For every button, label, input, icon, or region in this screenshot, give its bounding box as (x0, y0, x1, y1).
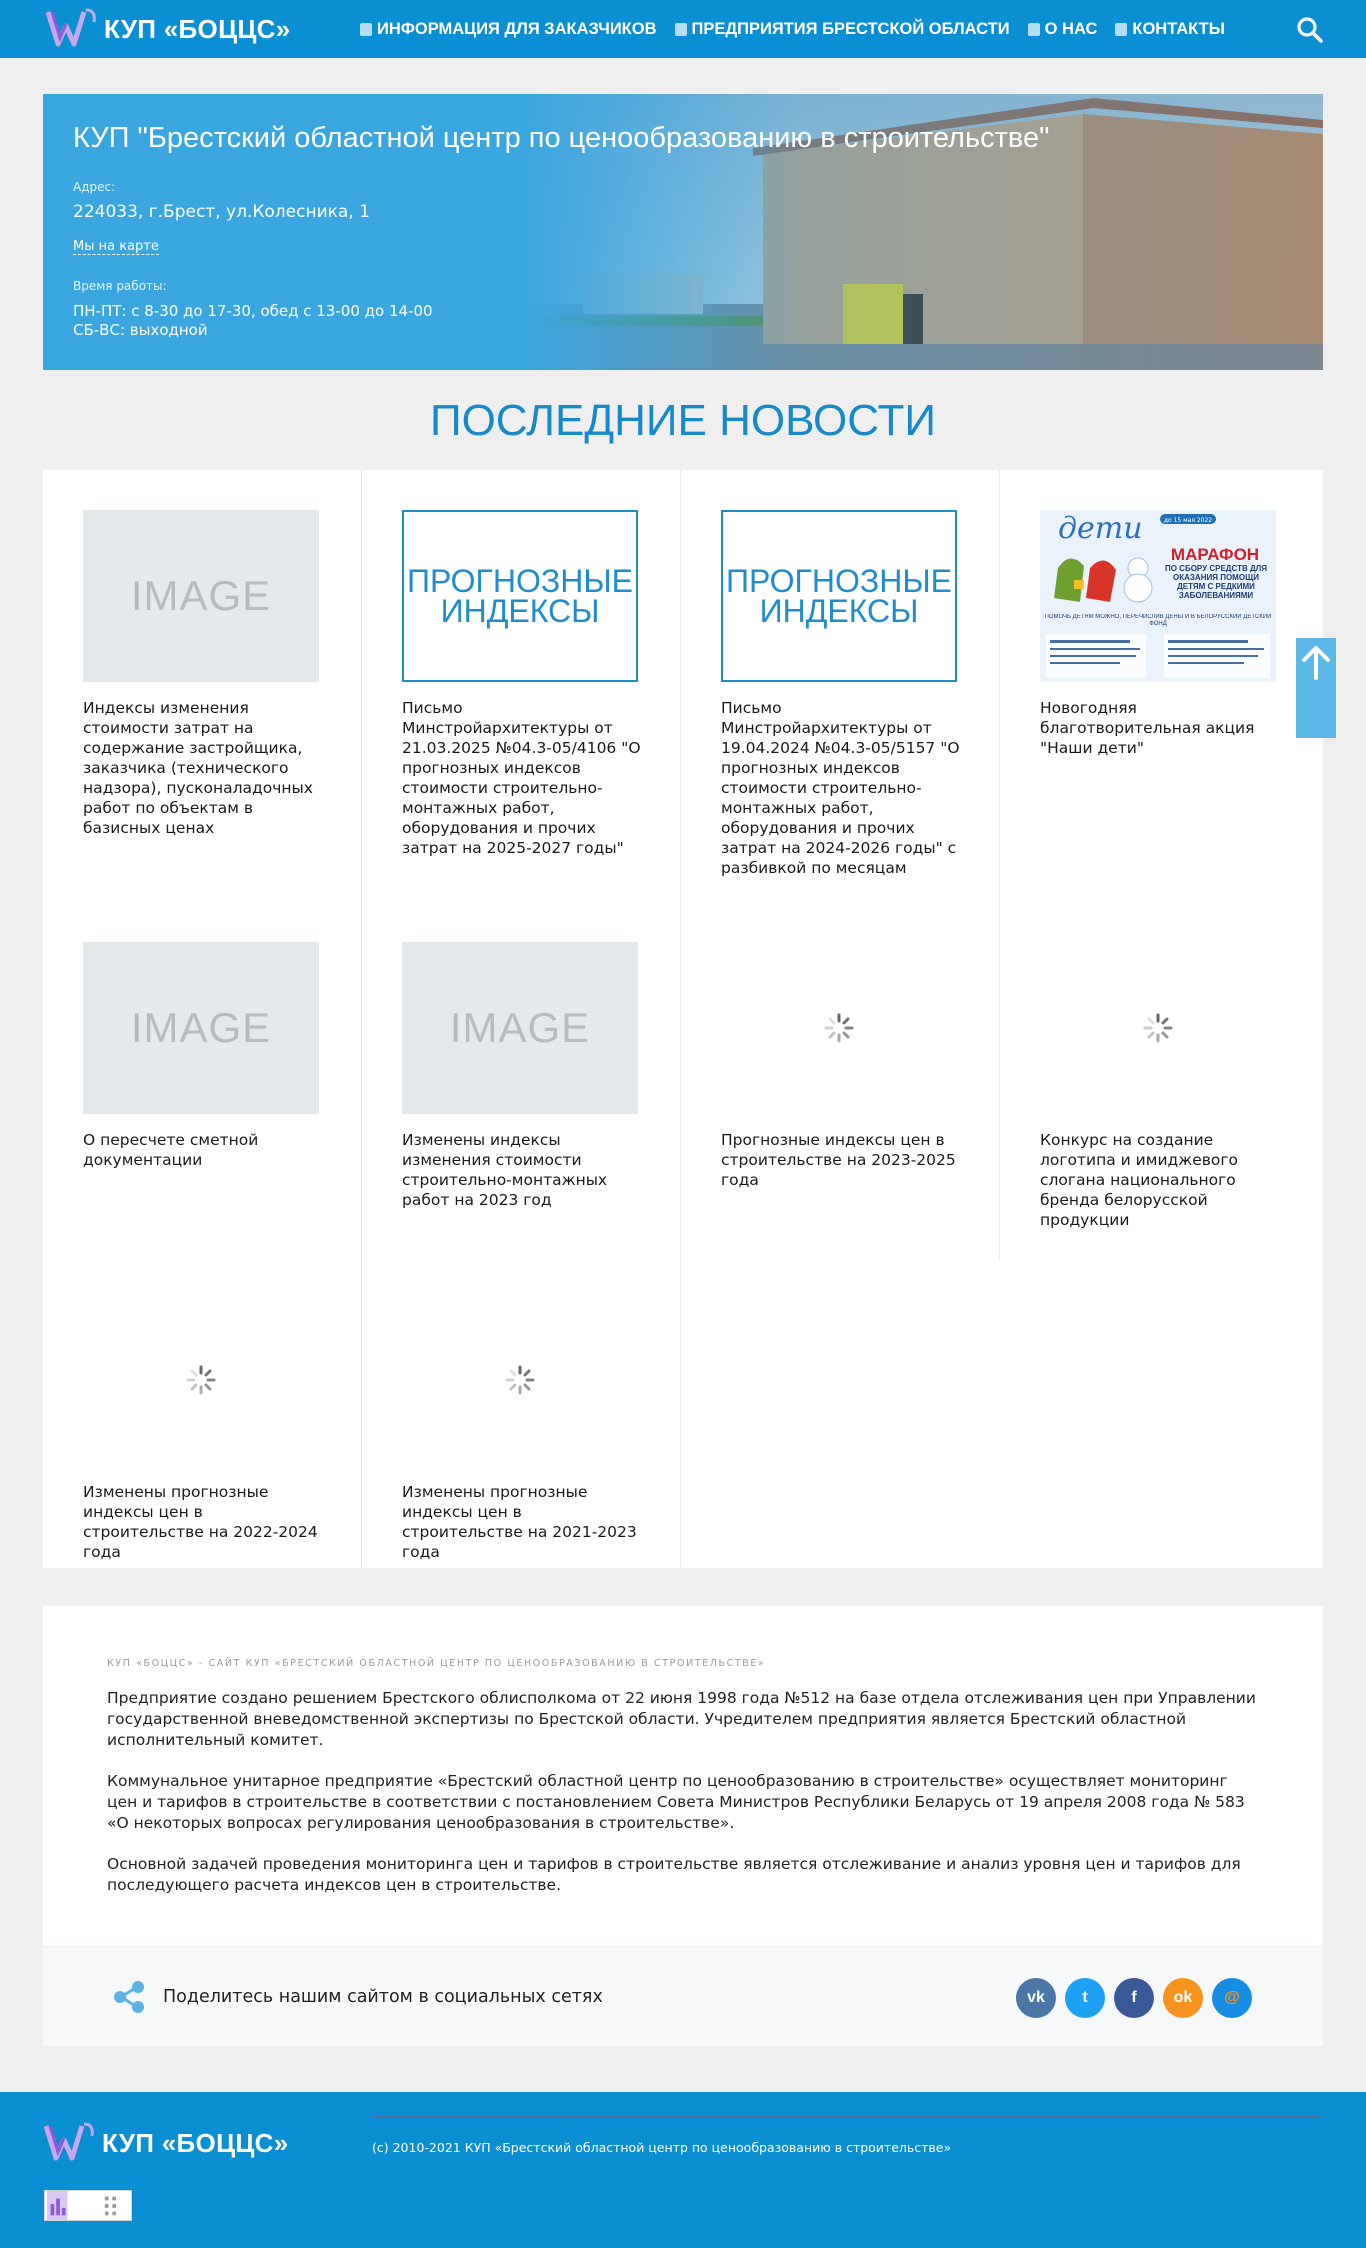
nav-info-for-clients[interactable] (360, 20, 657, 39)
loading-spinner-icon (721, 942, 957, 1114)
charity-poster-image (1040, 510, 1276, 682)
news-title[interactable]: Изменены индексы изменения стоимости строительно-монтажных работ на 2023 год (402, 1131, 608, 1209)
news-card[interactable] (43, 470, 363, 900)
spinner-icon (1142, 1012, 1174, 1044)
poster-note: ПОМОЧЬ ДЕТЯМ МОЖНО, ПЕРЕЧИСЛИВ ДЕНЬГИ В БЕЛОРУССКИЙ ДЕТСКИЙ ФОНД (1044, 614, 1272, 627)
prog-line-2: ИНДЕКСЫ (759, 593, 919, 629)
scroll-to-top-button[interactable] (1296, 638, 1336, 738)
spinner-icon (823, 1012, 855, 1044)
placeholder-image: IMAGE (83, 942, 319, 1114)
nav-label: ПРЕДПРИЯТИЯ БРЕСТСКОЙ ОБЛАСТИ (691, 19, 1010, 38)
copyright: (c) 2010-2021 КУП «Брестский областной центр по ценообразованию в строительстве» (372, 2140, 952, 2155)
loading-spinner-icon (83, 1294, 319, 1466)
logo-text: КУП «БОЦЦС» (102, 2127, 289, 2158)
about-paragraph: Коммунальное унитарное предприятие «Брестский областной центр по ценообразованию в строительстве» осуществляет мониторинг цен и тарифов в строительстве в соответствии с постановлением Совета Министров Республики Беларусь от 19 апреля 2008 года № 583 «О некоторых вопросах регулирования ценообразования в строительстве». (107, 1772, 1245, 1832)
vk-icon[interactable]: vk (1016, 1978, 1056, 2018)
news-title[interactable]: Изменены прогнозные индексы цен в строительстве на 2022-2024 года (83, 1483, 318, 1561)
poster-marathon: МАРАФОН (1170, 545, 1260, 564)
news-card[interactable] (362, 470, 682, 900)
company-info-banner (43, 94, 1323, 370)
map-link[interactable]: Мы на карте (73, 239, 159, 254)
mailru-icon[interactable]: @ (1212, 1978, 1252, 2018)
news-title[interactable]: Изменены прогнозные индексы цен в строительстве на 2021-2023 года (402, 1483, 637, 1561)
search-icon[interactable] (1296, 16, 1324, 44)
poster-date: до 15 мая 2022 (1163, 517, 1213, 524)
news-card[interactable] (43, 902, 363, 1262)
nav-label: КОНТАКТЫ (1132, 19, 1225, 38)
forecast-indexes-image (402, 510, 638, 682)
placeholder-image: IMAGE (83, 510, 319, 682)
footer-logo[interactable] (44, 2122, 289, 2164)
news-title[interactable]: Письмо Минстройархитектуры от 19.04.2024 №04.3-05/5157 "О прогнозных индексов стоимости строительно-монтажных работ, оборудования и прочих затрат на 2024-2026 годы" с разбивкой по месяцам (721, 699, 960, 877)
hours-label: Время работы: (73, 279, 167, 293)
news-title[interactable]: Конкурс на создание логотипа и имиджевого слогана национального бренда белорусской продукции (1040, 1131, 1238, 1229)
spinner-icon (185, 1364, 217, 1396)
news-card[interactable] (362, 902, 682, 1262)
address-value: 224033, г.Брест, ул.Колесника, 1 (73, 202, 370, 222)
book-icon (1028, 23, 1040, 36)
share-bar (43, 1946, 1323, 2046)
logo-mark-icon (44, 2122, 96, 2164)
nav-contacts[interactable] (1115, 20, 1225, 39)
news-title[interactable]: Письмо Минстройархитектуры от 21.03.2025 №04.3-05/4106 "О прогнозных индексов стоимости строительно-монтажных работ, оборудования и прочих затрат на 2025-2027 годы" (402, 699, 641, 857)
forecast-indexes-image (721, 510, 957, 682)
news-card[interactable] (1000, 902, 1320, 1262)
prog-line-1: ПРОГНОЗНЫЕ (407, 563, 633, 599)
about-paragraph: Предприятие создано решением Брестского облисполкома от 22 июня 1998 года №512 на базе отдела отслеживания цен при Управлении государственной вневедомственной экспертизы по Брестской области. Учредителем предприятия является Брестский областной исполнительный комитет. (107, 1689, 1256, 1749)
loading-spinner-icon (402, 1294, 638, 1466)
news-title[interactable]: О пересчете сметной документации (83, 1131, 259, 1169)
placeholder-image: IMAGE (402, 942, 638, 1114)
address-label: Адрес: (73, 180, 116, 194)
nav-about[interactable] (1028, 20, 1098, 39)
company-title: КУП "Брестский областной центр по ценообразованию в строительстве" (73, 122, 1050, 154)
visit-counter-widget[interactable] (44, 2190, 132, 2221)
building-icon (675, 23, 687, 36)
poster-title: дети (1058, 511, 1143, 546)
logo-text: КУП «БОЦЦС» (104, 13, 291, 44)
nav-regional-enterprises[interactable] (675, 20, 1010, 39)
news-card[interactable] (681, 902, 1001, 1262)
share-icon (111, 1979, 147, 2015)
news-card[interactable] (43, 1254, 363, 1561)
footer (0, 2092, 1366, 2248)
news-section-title: ПОСЛЕДНИЕ НОВОСТИ (429, 396, 937, 445)
main-nav (360, 0, 1225, 58)
news-card[interactable] (681, 470, 1001, 900)
phone-icon (1115, 23, 1127, 36)
hours-weekend: СБ-ВС: выходной (73, 321, 208, 339)
prog-line-1: ПРОГНОЗНЫЕ (726, 563, 952, 599)
about-tagline: КУП «БОЦЦС» - САЙТ КУП «БРЕСТСКИЙ ОБЛАСТНОЙ ЦЕНТР ПО ЦЕНООБРАЗОВАНИЮ В СТРОИТЕЛЬСТВЕ» (107, 1658, 766, 1669)
footer-divider (372, 2116, 1322, 2118)
about-section (43, 1606, 1323, 1946)
loading-spinner-icon (1040, 942, 1276, 1114)
prog-line-2: ИНДЕКСЫ (440, 593, 600, 629)
poster-subtitle: ПО СБОРУ СРЕДСТВ ДЛЯ ОКАЗАНИЯ ПОМОЩИ ДЕТЯМ С РЕДКИМИ ЗАБОЛЕВАНИЯМИ (1164, 564, 1268, 600)
nav-label: О НАС (1044, 19, 1098, 38)
arrow-up-icon (1296, 638, 1336, 738)
news-title[interactable]: Новогодняя благотворительная акция "Наши дети" (1040, 699, 1255, 757)
site-logo[interactable] (46, 8, 291, 50)
spinner-icon (504, 1364, 536, 1396)
book-icon (360, 23, 372, 36)
facebook-icon[interactable]: f (1114, 1978, 1154, 2018)
news-grid (43, 470, 1323, 1568)
news-card[interactable] (1000, 470, 1320, 900)
hours-weekdays: ПН-ПТ: с 8-30 до 17-30, обед с 13-00 до 14-00 (73, 302, 433, 320)
share-text: Поделитесь нашим сайтом в социальных сетях (163, 1987, 603, 2007)
top-navbar (0, 0, 1366, 58)
news-title[interactable]: Прогнозные индексы цен в строительстве на 2023-2025 года (721, 1131, 956, 1189)
logo-mark-icon (46, 8, 98, 50)
news-title[interactable]: Индексы изменения стоимости затрат на содержание застройщика, заказчика (технического надзора), пусконаладочных работ по объектам в базисных ценах (83, 699, 313, 837)
twitter-icon[interactable]: t (1065, 1978, 1105, 2018)
about-paragraph: Основной задачей проведения мониторинга цен и тарифов в строительстве является отслеживание и анализ уровня цен и тарифов для последующего расчета индексов цен в строительстве. (107, 1855, 1241, 1894)
nav-label: ИНФОРМАЦИЯ ДЛЯ ЗАКАЗЧИКОВ (377, 19, 657, 38)
news-card[interactable] (362, 1254, 682, 1561)
odnoklassniki-icon[interactable]: ok (1163, 1978, 1203, 2018)
